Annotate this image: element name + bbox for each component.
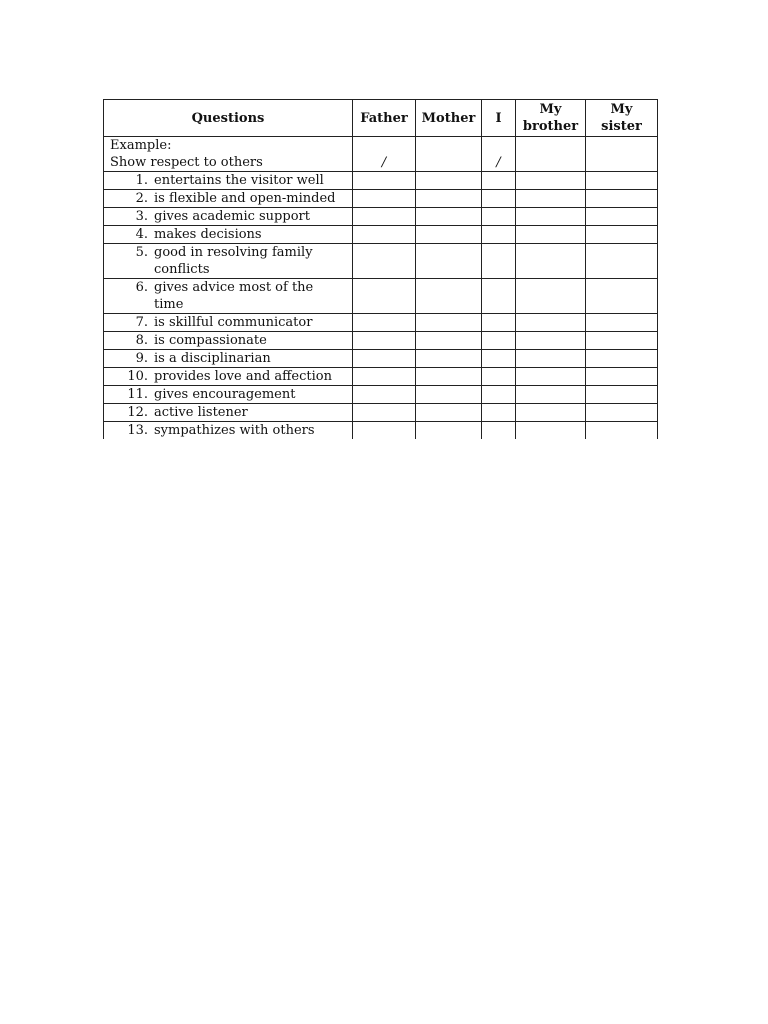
- question-number: 11.: [127, 387, 148, 402]
- question-number: 2.: [135, 191, 148, 206]
- example-text: Show respect to others: [110, 155, 263, 170]
- brother-response-cell[interactable]: [516, 208, 586, 226]
- question-text: [154, 404, 248, 421]
- brother-response-cell[interactable]: [516, 172, 586, 190]
- question-text-line: gives advice most of the: [154, 280, 314, 295]
- father-response-cell[interactable]: [353, 190, 416, 208]
- sister-response-cell[interactable]: [586, 368, 658, 386]
- table-row: [104, 244, 658, 279]
- question-cell: [104, 422, 353, 440]
- i-response-cell[interactable]: [482, 279, 516, 314]
- table-row: [104, 350, 658, 368]
- header-sister-line1: My: [610, 102, 633, 117]
- question-cell: [104, 350, 353, 368]
- question-cell: [104, 208, 353, 226]
- i-response-cell[interactable]: [482, 314, 516, 332]
- header-questions: Questions: [104, 100, 353, 137]
- i-response-cell[interactable]: [482, 350, 516, 368]
- i-response-cell[interactable]: [482, 244, 516, 279]
- header-sister-line2: sister: [601, 119, 642, 134]
- father-response-cell[interactable]: [353, 279, 416, 314]
- example-mother-cell: [416, 137, 482, 172]
- question-text-line: is compassionate: [154, 333, 267, 348]
- sister-response-cell[interactable]: [586, 244, 658, 279]
- father-response-cell[interactable]: [353, 226, 416, 244]
- example-row: [104, 137, 658, 172]
- sister-response-cell[interactable]: [586, 404, 658, 422]
- i-response-cell[interactable]: [482, 404, 516, 422]
- mother-response-cell[interactable]: [416, 350, 482, 368]
- question-text: [154, 368, 332, 385]
- i-response-cell[interactable]: [482, 368, 516, 386]
- father-response-cell[interactable]: [353, 172, 416, 190]
- mother-response-cell[interactable]: [416, 404, 482, 422]
- example-father-mark: /: [353, 137, 416, 172]
- mother-response-cell[interactable]: [416, 279, 482, 314]
- sister-response-cell[interactable]: [586, 332, 658, 350]
- table-row: [104, 279, 658, 314]
- i-response-cell[interactable]: [482, 226, 516, 244]
- sister-response-cell[interactable]: [586, 279, 658, 314]
- mother-response-cell[interactable]: [416, 226, 482, 244]
- question-number: 12.: [127, 405, 148, 420]
- question-text: [154, 314, 312, 331]
- header-brother-line2: brother: [522, 119, 579, 134]
- mother-response-cell[interactable]: [416, 422, 482, 440]
- table-row: [104, 422, 658, 440]
- header-brother-line1: My: [539, 102, 562, 117]
- father-response-cell[interactable]: [353, 314, 416, 332]
- question-text: [154, 350, 271, 367]
- question-number: 1.: [135, 173, 148, 188]
- father-response-cell[interactable]: [353, 368, 416, 386]
- i-response-cell[interactable]: [482, 190, 516, 208]
- mother-response-cell[interactable]: [416, 332, 482, 350]
- example-brother-cell: [516, 137, 586, 172]
- sister-response-cell[interactable]: [586, 386, 658, 404]
- father-response-cell[interactable]: [353, 244, 416, 279]
- header-sister: [586, 100, 658, 137]
- question-text-line: conflicts: [154, 262, 210, 277]
- example-label: Example:: [110, 138, 172, 153]
- question-text-line: makes decisions: [154, 227, 262, 242]
- question-text-line: entertains the visitor well: [154, 173, 324, 188]
- question-text-line: active listener: [154, 405, 248, 420]
- mother-response-cell[interactable]: [416, 244, 482, 279]
- question-number: 5.: [135, 245, 148, 260]
- question-text-line: sympathizes with others: [154, 423, 315, 438]
- brother-response-cell[interactable]: [516, 368, 586, 386]
- father-response-cell[interactable]: [353, 404, 416, 422]
- example-sister-cell: [586, 137, 658, 172]
- table-row: [104, 368, 658, 386]
- sister-response-cell[interactable]: [586, 208, 658, 226]
- i-response-cell[interactable]: [482, 386, 516, 404]
- question-number: 8.: [135, 333, 148, 348]
- header-row: [104, 100, 658, 137]
- question-text-line: is a disciplinarian: [154, 351, 271, 366]
- sister-response-cell[interactable]: [586, 422, 658, 440]
- table-row: [104, 332, 658, 350]
- table-row: [104, 172, 658, 190]
- header-brother: [516, 100, 586, 137]
- table-row: [104, 190, 658, 208]
- mother-response-cell[interactable]: [416, 386, 482, 404]
- brother-response-cell[interactable]: [516, 279, 586, 314]
- sister-response-cell[interactable]: [586, 172, 658, 190]
- sister-response-cell[interactable]: [586, 314, 658, 332]
- brother-response-cell[interactable]: [516, 226, 586, 244]
- table-row: [104, 386, 658, 404]
- father-response-cell[interactable]: [353, 422, 416, 440]
- question-text: [154, 226, 262, 243]
- question-text-line: is skillful communicator: [154, 315, 313, 330]
- brother-response-cell[interactable]: [516, 314, 586, 332]
- question-text-line: provides love and affection: [154, 369, 332, 384]
- example-i-mark: /: [482, 137, 516, 172]
- question-number: 9.: [135, 351, 148, 366]
- mother-response-cell[interactable]: [416, 314, 482, 332]
- i-response-cell[interactable]: [482, 172, 516, 190]
- question-text: [154, 190, 336, 207]
- father-response-cell[interactable]: [353, 386, 416, 404]
- mother-response-cell[interactable]: [416, 208, 482, 226]
- question-text: [154, 244, 313, 278]
- father-response-cell[interactable]: [353, 332, 416, 350]
- i-response-cell[interactable]: [482, 422, 516, 440]
- question-text-line: time: [154, 297, 184, 312]
- question-text: [154, 208, 310, 225]
- question-cell: [104, 404, 353, 422]
- question-text: [154, 332, 267, 349]
- question-number: 7.: [135, 315, 148, 330]
- question-text-line: good in resolving family: [154, 245, 313, 260]
- sister-response-cell[interactable]: [586, 226, 658, 244]
- example-question-cell: [104, 137, 353, 172]
- question-number: 13.: [127, 423, 148, 438]
- brother-response-cell[interactable]: [516, 350, 586, 368]
- header-father: Father: [353, 100, 416, 137]
- header-mother: Mother: [416, 100, 482, 137]
- question-number: 3.: [135, 209, 148, 224]
- i-response-cell[interactable]: [482, 332, 516, 350]
- question-cell: [104, 244, 353, 279]
- brother-response-cell[interactable]: [516, 190, 586, 208]
- mother-response-cell[interactable]: [416, 190, 482, 208]
- question-text: [154, 172, 324, 189]
- question-cell: [104, 172, 353, 190]
- question-cell: [104, 226, 353, 244]
- mother-response-cell[interactable]: [416, 172, 482, 190]
- table-row: [104, 404, 658, 422]
- question-cell: [104, 190, 353, 208]
- question-cell: [104, 368, 353, 386]
- question-number: 6.: [135, 280, 148, 295]
- question-number: 10.: [127, 369, 148, 384]
- question-cell: [104, 314, 353, 332]
- question-cell: [104, 386, 353, 404]
- sister-response-cell[interactable]: [586, 190, 658, 208]
- brother-response-cell[interactable]: [516, 386, 586, 404]
- table-row: [104, 226, 658, 244]
- brother-response-cell[interactable]: [516, 332, 586, 350]
- i-response-cell[interactable]: [482, 208, 516, 226]
- father-response-cell[interactable]: [353, 208, 416, 226]
- brother-response-cell[interactable]: [516, 404, 586, 422]
- question-text: [154, 386, 295, 403]
- question-text-line: is flexible and open-minded: [154, 191, 336, 206]
- header-i: I: [482, 100, 516, 137]
- sister-response-cell[interactable]: [586, 350, 658, 368]
- question-cell: [104, 332, 353, 350]
- question-text: [154, 422, 315, 439]
- question-text-line: gives encouragement: [154, 387, 296, 402]
- table-row: [104, 314, 658, 332]
- question-text-line: gives academic support: [154, 209, 310, 224]
- question-text: [154, 279, 313, 313]
- survey-table: [103, 99, 658, 439]
- table-row: [104, 208, 658, 226]
- question-cell: [104, 279, 353, 314]
- father-response-cell[interactable]: [353, 350, 416, 368]
- mother-response-cell[interactable]: [416, 368, 482, 386]
- brother-response-cell[interactable]: [516, 422, 586, 440]
- question-number: 4.: [135, 227, 148, 242]
- brother-response-cell[interactable]: [516, 244, 586, 279]
